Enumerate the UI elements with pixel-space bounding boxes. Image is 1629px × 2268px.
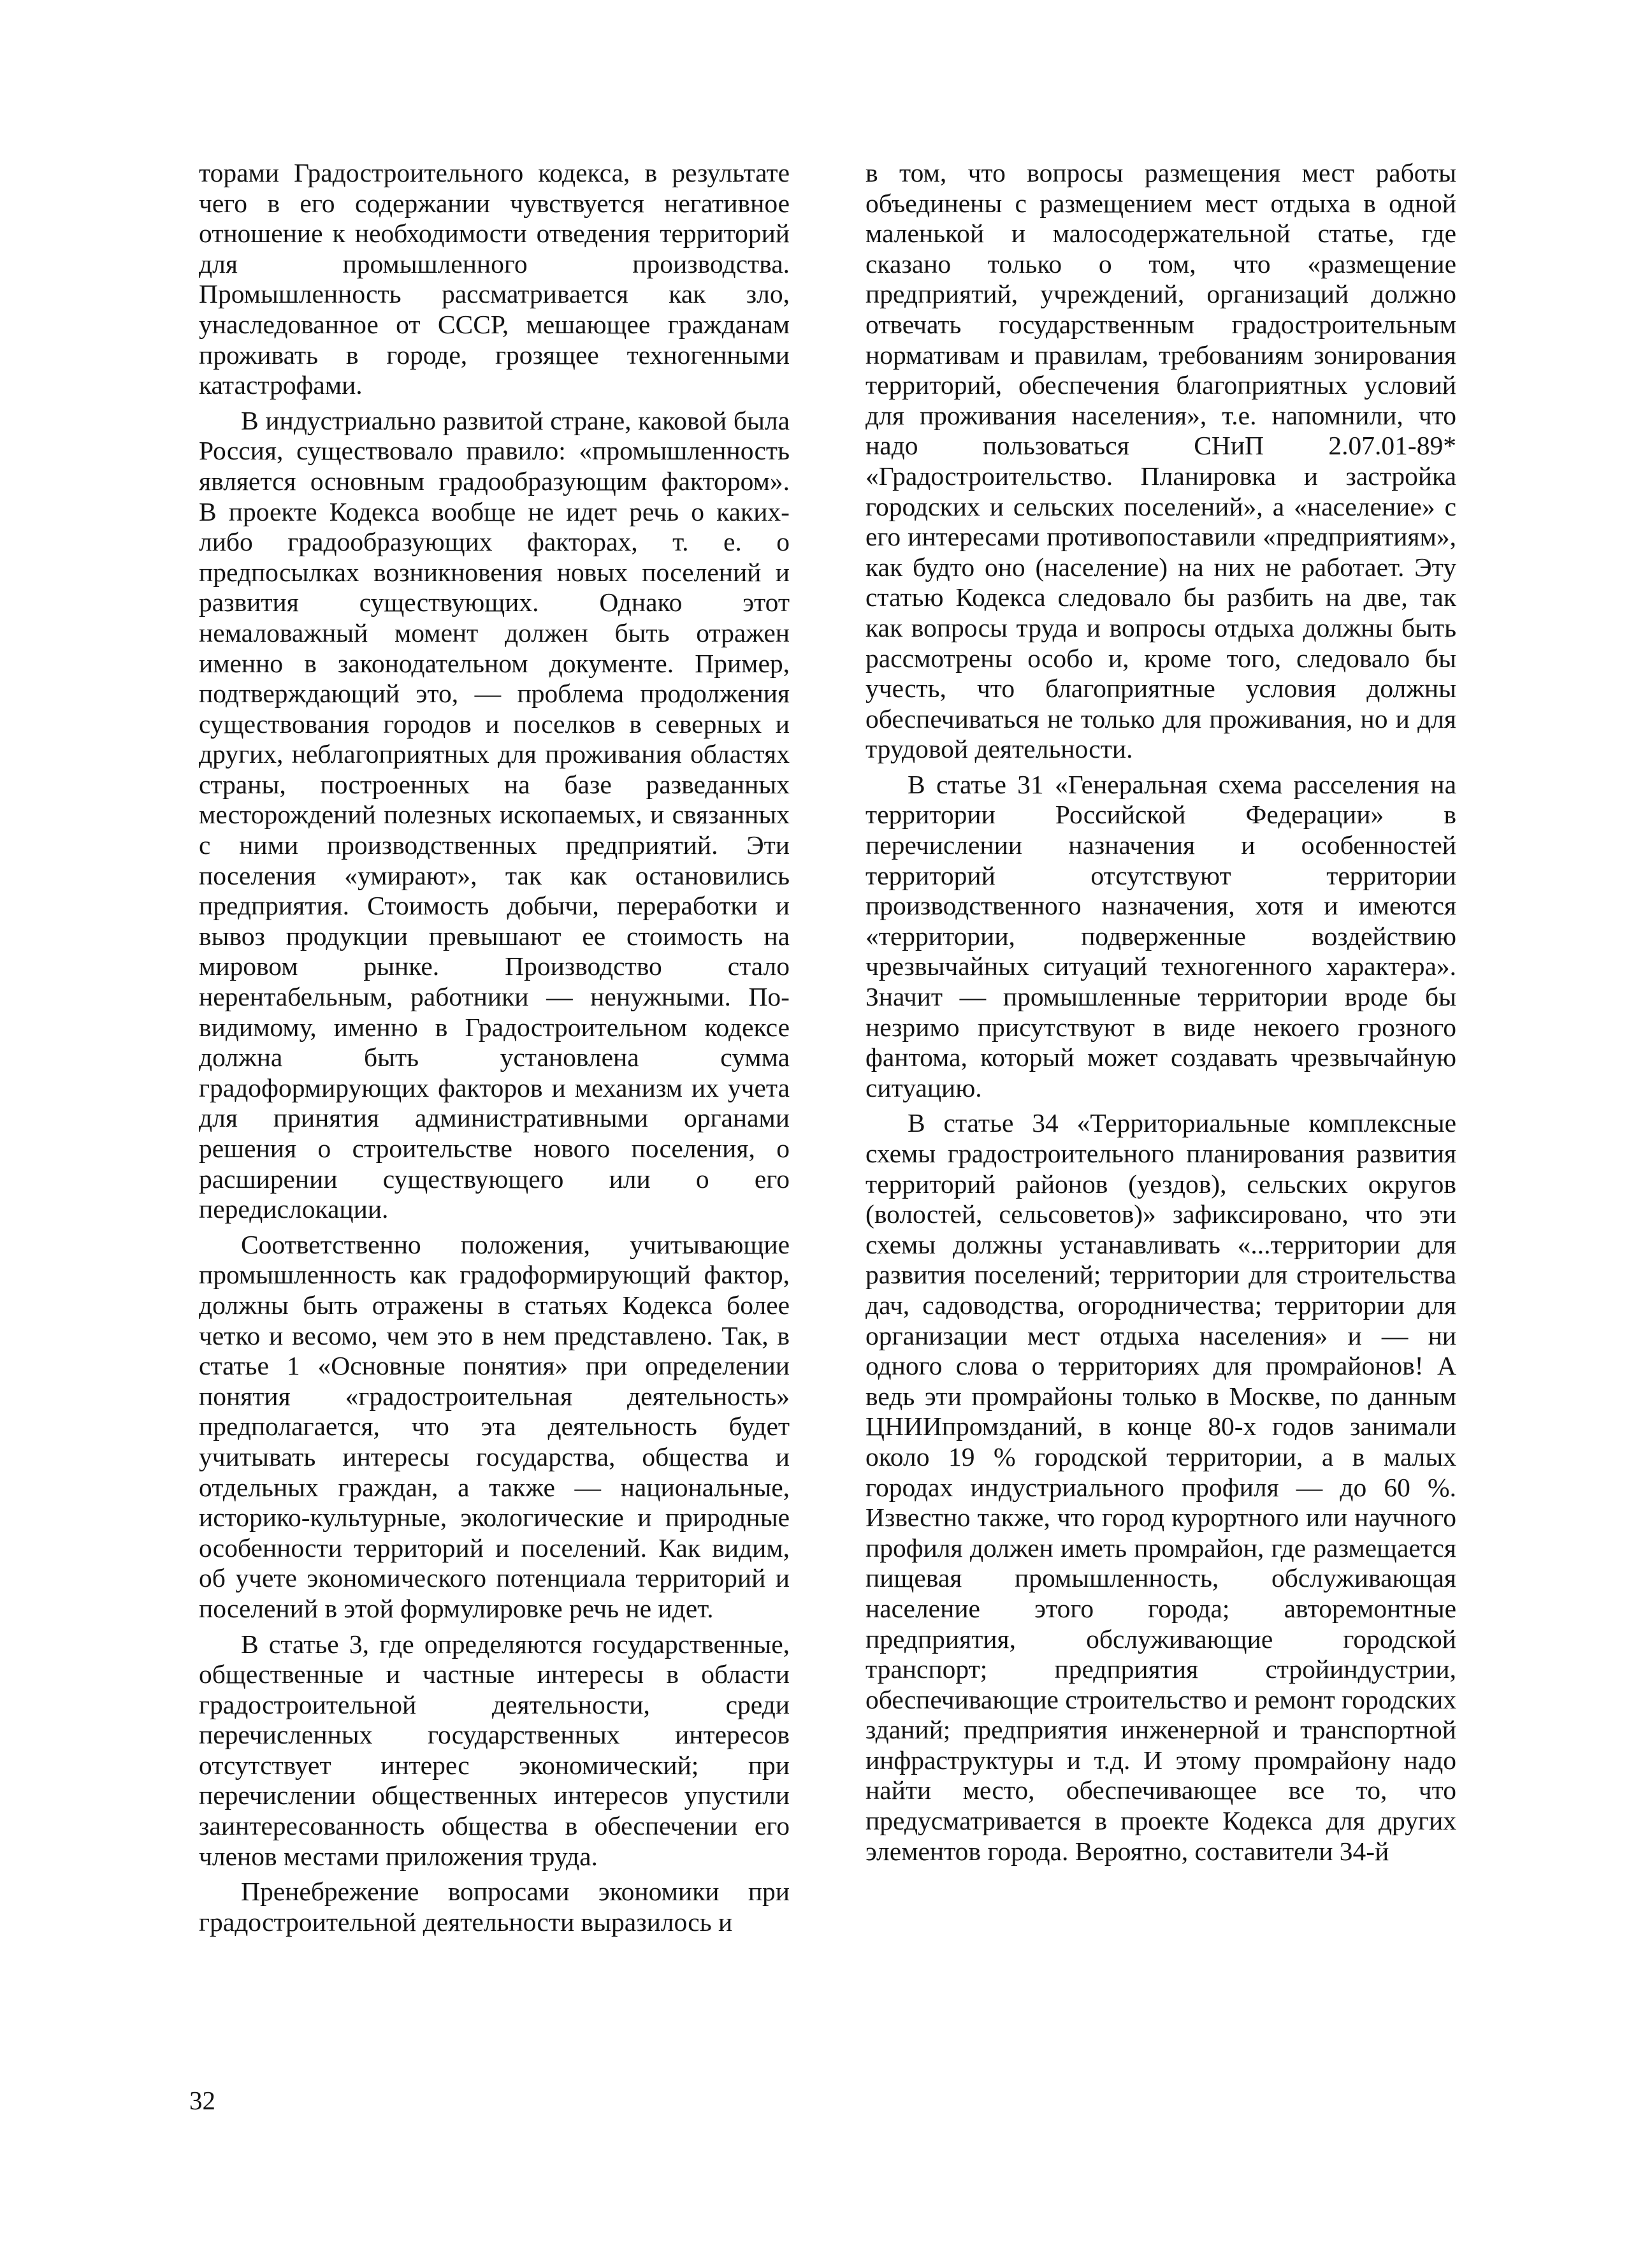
paragraph: В статье 3, где определяются государственные, общественные и частные интересы в области градостроительной деятельности, среди перечисленных государственных интересов отсутствует интерес экономический; при перечислении общественных интересов упустили заинтересованность общества в обеспечении его членов местами приложения труда. [199, 1629, 790, 1871]
right-column [865, 158, 1456, 1872]
paragraph: Соответственно положения, учитывающие промышленность как градоформирующий фактор, должны быть отражены в статьях Кодекса более четко и весомо, чем это в нем представлено. Так, в статье 1 «Основные понятия» при определении понятия «градостроительная деятельность» предполагается, что эта деятельность будет учитывать интересы государства, общества и отдельных граждан, а также — национальные, историко-культурные, экологические и природные особенности территорий и поселений. Как видим, об учете экономического потенциала территорий и поселений в этой формулировке речь не идет. [199, 1229, 790, 1623]
paragraph: В статье 31 «Генеральная схема расселения на территории Российской Федерации» в перечислении назначения и особенностей территорий отсутствуют территории производственного назначения, хотя и имеются «территории, подверженные воздействию чрезвычайных ситуаций техногенного характера». Значит — промышленные территории вроде бы незримо присутствуют в виде некоего грозного фантома, который может создавать чрезвычайную ситуацию. [865, 769, 1456, 1102]
paragraph: торами Градостроительного кодекса, в результате чего в его содержании чувствуется негативное отношение к необходимости отведения территорий для промышленного производства. Промышленность рассматривается как зло, унаследованное от СССР, мешающее гражданам проживать в городе, грозящее техногенными катастрофами. [199, 158, 790, 400]
paragraph: В статье 34 «Территориальные комплексные схемы градостроительного планирования развития территорий районов (уездов), сельских округов (волостей, сельсоветов)» зафиксировано, что эти схемы должны устанавливать «...территории для развития поселений; территории для строительства дач, садоводства, огородничества; территории для организации мест отдыха населения» и — ни одного слова о территориях для промрайонов! А ведь эти промрайоны только в Москве, по данным ЦНИИпромзданий, в конце 80-х годов занимали около 19 % городской территории, а в малых городах индустриального профиля — до 60 %. Известно также, что город курортного или научного профиля должен иметь промрайон, где размещается пищевая промышленность, обслуживающая население этого города; авторемонтные предприятия, обслуживающие городской транспорт; предприятия стройиндустрии, обеспечивающие строительство и ремонт городских зданий; предприятия инженерной и транспортной инфраструктуры и т.д. И этому промрайону надо найти место, обеспечивающее все то, что предусматривается в проекте Кодекса для других элементов города. Вероятно, составители 34-й [865, 1108, 1456, 1866]
paragraph: в том, что вопросы размещения мест работы объединены с размещением мест отдыха в одной маленькой и малосодержательной статье, где сказано только о том, что «размещение предприятий, учреждений, организаций должно отвечать государственным градостроительным нормативам и правилам, требованиям зонирования территорий, обеспечения благоприятных условий для проживания населения», т.е. напомнили, что надо пользоваться СНиП 2.07.01-89* «Градостроительство. Планировка и застройка городских и сельских поселений», а «население» с его интересами противопоставили «предприятиям», как будто оно (население) на них не работает. Эту статью Кодекса следовало бы разбить на две, так как вопросы труда и вопросы отдыха должны быть рассмотрены особо и, кроме того, следовало бы учесть, что благоприятные условия должны обеспечиваться не только для проживания, но и для трудовой деятельности. [865, 158, 1456, 764]
page-number: 32 [189, 2086, 215, 2115]
paragraph: В индустриально развитой стране, каковой была Россия, существовало правило: «промышленность является основным градообразующим фактором». В проекте Кодекса вообще не идет речь о каких-либо градообразующих факторах, т. е. о предпосылках возникновения новых поселений и развития существующих. Однако этот немаловажный момент должен быть отражен именно в законодательном документе. Пример, подтверждающий это, — проблема продолжения существования городов и поселков в северных и других, неблагоприятных для проживания областях страны, построенных на базе разведанных месторождений полезных ископаемых, и связанных с ними производственных предприятий. Эти поселения «умирают», так как остановились предприятия. Стоимость добычи, переработки и вывоз продукции превышают ее стоимость на мировом рынке. Производство стало нерентабельным, работники — ненужными. По-видимому, именно в Градостроительном кодексе должна быть установлена сумма градоформирующих факторов и механизм их учета для принятия административными органами решения о строительстве нового поселения, о расширении существующего или о его передислокации. [199, 405, 790, 1224]
paragraph: Пренебрежение вопросами экономики при градостроительной деятельности выразилось и [199, 1877, 790, 1937]
left-column [199, 158, 790, 1942]
